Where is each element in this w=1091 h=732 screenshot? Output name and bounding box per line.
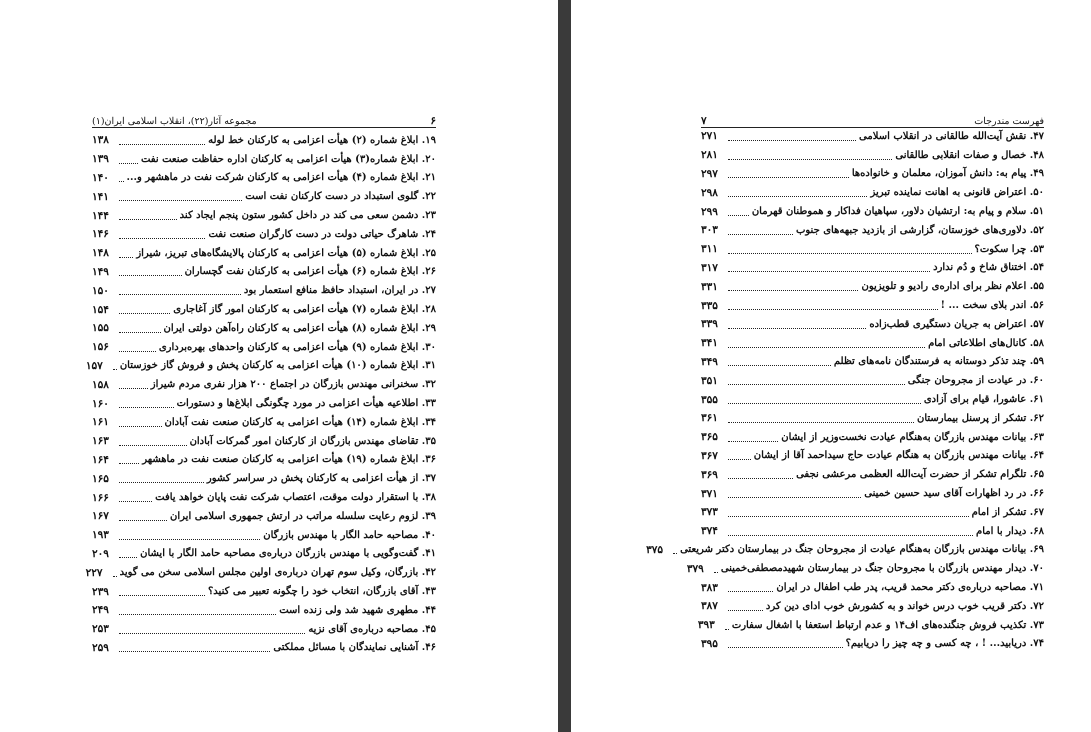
dot-leader [119, 606, 276, 615]
toc-entry-title: ۳۱. ابلاغ شماره (۱۰) هیأت اعزامی به کارکنان پخش و فروش گاز خوزستان [119, 360, 436, 372]
toc-entry-title: ۳۶. ابلاغ شماره (۱۹) هیأت اعزامی به کارکنان صنعت نفت در ماهشهر [142, 454, 436, 466]
toc-entry-page: ۱۵۴ [92, 303, 109, 316]
toc-entry-page: ۱۵۷ [85, 359, 103, 372]
toc-entry-page: ۳۵۱ [701, 374, 718, 387]
toc-entry-title: ۵۳. چرا سکوت؟ [974, 243, 1044, 255]
dot-leader [119, 643, 270, 652]
dot-leader [119, 173, 124, 182]
toc-entry-page: ۱۵۰ [92, 284, 109, 297]
toc-entry-title: ۲۰. ابلاغ شماره(۳) هیأت اعزامی به کارکنان اداره حفاظت صنعت نفت [140, 153, 436, 165]
toc-entry-title: ۷۳. تکذیب فروش جنگنده‌های اف۱۴ و عدم ارتباط استعفا با اشغال سفارت [731, 619, 1044, 631]
toc-entry-page: ۲۲۷ [85, 566, 103, 579]
toc-entry[interactable] [701, 371, 1044, 390]
toc-entry-title: ۶۳. بیانات مهندس بازرگان به‌هنگام عیادت نخست‌وزیر از ایشان [781, 431, 1044, 443]
toc-entry[interactable] [92, 582, 436, 601]
toc-entry-page: ۲۴۹ [92, 604, 109, 617]
toc-entry[interactable] [92, 338, 436, 357]
dot-leader [673, 545, 677, 554]
toc-entry-title: ۷۰. دیدار مهندس بازرگان با مجروحان جنگ در بیمارستان شهیدمصطفی‌خمینی [720, 563, 1044, 575]
dot-leader [119, 267, 182, 276]
right-page [571, 0, 1091, 732]
dot-leader [728, 489, 861, 498]
dot-leader [728, 263, 930, 272]
toc-entry-page: ۱۴۹ [92, 265, 109, 278]
toc-entry-title: ۲۸. ابلاغ شماره (۷) هیأت اعزامی به کارکنان امور گاز آغاجاری [173, 304, 436, 316]
toc-entry[interactable] [92, 488, 436, 507]
dot-leader [728, 320, 866, 329]
toc-entry-page: ۱۶۵ [92, 472, 109, 485]
toc-entry[interactable] [92, 131, 436, 150]
toc-entry-page: ۳۸۷ [701, 600, 718, 613]
toc-entry-page: ۲۸۱ [701, 149, 718, 162]
toc-entry[interactable] [92, 187, 436, 206]
dot-leader [113, 568, 117, 577]
toc-list [646, 127, 1044, 653]
dot-leader [119, 493, 152, 502]
toc-entry-title: ۶۶. در رد اظهارات آقای سید حسین خمینی [864, 488, 1044, 500]
toc-entry-page: ۳۳۹ [701, 318, 718, 331]
toc-entry[interactable] [92, 507, 436, 526]
dot-leader [728, 414, 914, 423]
dot-leader [119, 305, 170, 314]
toc-entry[interactable] [92, 375, 436, 394]
toc-entry[interactable] [92, 394, 436, 413]
toc-entry-page: ۱۶۱ [92, 416, 109, 429]
toc-entry[interactable] [85, 563, 436, 582]
toc-entry-title: ۴۸. خصال و صفات انقلابی طالقانی [895, 149, 1044, 161]
toc-entry-page: ۳۶۱ [701, 412, 718, 425]
dot-leader [119, 324, 161, 333]
toc-entry-page: ۳۴۱ [701, 337, 718, 350]
toc-entry-page: ۳۱۷ [701, 261, 718, 274]
toc-entry[interactable] [701, 353, 1044, 372]
toc-entry[interactable] [92, 432, 436, 451]
page-number: ۶ [430, 115, 436, 127]
toc-entry[interactable] [701, 221, 1044, 240]
toc-entry[interactable] [701, 503, 1044, 522]
toc-entry-title: ۲۶. ابلاغ شماره (۶) هیأت اعزامی به کارکنان نفت گچساران [184, 266, 436, 278]
dot-leader [728, 470, 793, 479]
toc-entry-title: ۲۵. ابلاغ شماره (۵) هیأت اعزامی به کارکنان پالایشگاه‌های تبریز، شیراز [136, 247, 436, 259]
dot-leader [119, 512, 167, 521]
toc-entry[interactable] [92, 244, 436, 263]
toc-entry[interactable] [701, 202, 1044, 221]
dot-leader [728, 245, 972, 254]
dot-leader [119, 418, 162, 427]
toc-entry-title: ۳۷. از هیأت اعزامی به کارکنان پخش در سراسر کشور [206, 473, 436, 485]
dot-leader [119, 136, 205, 145]
toc-entry-page: ۳۱۱ [701, 243, 718, 256]
toc-entry-title: ۲۲. گلوی استبداد در دست کارکنان نفت است [245, 191, 436, 203]
toc-entry[interactable] [701, 484, 1044, 503]
toc-entry[interactable] [92, 225, 436, 244]
running-title: فهرست مندرجات [974, 116, 1044, 127]
toc-entry-title: ۲۴. شاهرگ حیاتی دولت در دست کارگران صنعت نفت [208, 228, 436, 240]
dot-leader [728, 583, 773, 592]
toc-entry-page: ۲۷۱ [701, 130, 718, 143]
toc-entry-page: ۲۹۸ [701, 186, 718, 199]
toc-entry-page: ۱۶۰ [92, 397, 109, 410]
toc-entry-page: ۱۴۶ [92, 228, 109, 241]
toc-entry[interactable] [701, 165, 1044, 184]
toc-entry[interactable] [701, 146, 1044, 165]
toc-entry[interactable] [701, 127, 1044, 146]
toc-entry-title: ۷۲. دکتر قریب خوب درس خواند و به کشورش خوب ادای دین کرد [765, 600, 1044, 612]
toc-entry-page: ۳۹۵ [701, 637, 718, 650]
toc-entry[interactable] [92, 545, 436, 564]
dot-leader [119, 192, 242, 201]
toc-entry[interactable] [701, 597, 1044, 616]
dot-leader [728, 169, 849, 178]
toc-entry-title: ۲۷. در ایران، استبداد حافظ منافع استعمار بود [243, 285, 436, 297]
toc-entry-title: ۶۷. تشکر از امام [971, 506, 1044, 518]
toc-entry[interactable] [92, 263, 436, 282]
page-header [701, 111, 1044, 128]
dot-leader [728, 602, 763, 611]
toc-entry-page: ۱۶۳ [92, 435, 109, 448]
dot-leader [119, 455, 139, 464]
dot-leader [119, 437, 187, 446]
dot-leader [119, 211, 177, 220]
dot-leader [119, 474, 204, 483]
toc-entry-title: ۵۱. سلام و پیام به: ارتشیان دلاور، سپاهیان فداکار و هموطنان قهرمان [751, 206, 1044, 218]
dot-leader [728, 508, 969, 517]
toc-entry[interactable] [701, 277, 1044, 296]
dot-leader [728, 132, 856, 141]
toc-entry-title: ۶۰. در عیادت از مجروحان جنگی [907, 375, 1044, 387]
toc-entry-page: ۳۷۵ [646, 543, 664, 556]
toc-entry-page: ۱۶۴ [92, 453, 109, 466]
toc-entry[interactable] [701, 259, 1044, 278]
dot-leader [725, 621, 729, 630]
toc-entry[interactable] [697, 616, 1044, 635]
toc-entry-page: ۱۴۱ [92, 190, 109, 203]
toc-entry-title: ۶۲. تشکر از پرسنل بیمارستان [916, 412, 1044, 424]
toc-entry-title: ۳۲. سخنرانی مهندس بازرگان در اجتماع ۲۰۰ هزار نفری مردم شیراز [150, 379, 436, 391]
toc-entry-page: ۳۳۱ [701, 280, 718, 293]
dot-leader [728, 151, 892, 160]
dot-leader [119, 587, 205, 596]
toc-entry-page: ۲۵۹ [92, 641, 109, 654]
toc-entry[interactable] [92, 169, 436, 188]
toc-entry-title: ۶۴. بیانات مهندس بازرگان به هنگام عیادت حاج سیداحمد آقا از ایشان [753, 450, 1044, 462]
toc-entry[interactable] [701, 315, 1044, 334]
toc-entry-title: ۴۹. پیام به: دانش آموزان، معلمان و خانواده‌ها [851, 168, 1044, 180]
dot-leader [728, 395, 921, 404]
toc-entry-page: ۲۹۹ [701, 205, 718, 218]
dot-leader [728, 527, 973, 536]
toc-entry[interactable] [92, 150, 436, 169]
toc-entry-title: ۳۹. لزوم رعایت سلسله مراتب در ارتش جمهوری اسلامی ایران [170, 510, 436, 522]
toc-entry-page: ۱۴۸ [92, 247, 109, 260]
toc-entry-page: ۱۳۸ [92, 134, 109, 147]
toc-entry-page: ۳۶۵ [701, 431, 718, 444]
toc-entry-page: ۱۶۷ [92, 510, 109, 523]
dot-leader [119, 380, 148, 389]
toc-entry[interactable] [701, 390, 1044, 409]
toc-entry-title: ۳۵. تقاضای مهندس بازرگان از کارکنان امور گمرکات آبادان [189, 435, 436, 447]
toc-entry-title: ۵۵. اعلام نظر برای اداره‌ی رادیو و تلویزیون [861, 281, 1044, 293]
page-gutter [558, 0, 571, 732]
toc-entry-title: ۶۸. دیدار با امام [976, 525, 1044, 537]
toc-entry[interactable] [701, 428, 1044, 447]
toc-entry[interactable] [92, 319, 436, 338]
toc-entry-title: ۶۵. تلگرام تشکر از حضرت آیت‌الله العظمی مرعشی نجفی [796, 469, 1044, 481]
toc-entry[interactable] [686, 559, 1044, 578]
toc-entry-page: ۳۹۳ [697, 619, 715, 632]
toc-entry-page: ۳۶۹ [701, 468, 718, 481]
toc-entry-title: ۲۱. ابلاغ شماره (۴) هیأت اعزامی به کارکنان شرکت نفت در ماهشهر و... [126, 172, 436, 184]
toc-entry-page: ۱۴۰ [92, 171, 109, 184]
dot-leader [728, 226, 793, 235]
toc-entry[interactable] [92, 601, 436, 620]
dot-leader [728, 357, 831, 366]
dot-leader [728, 639, 843, 648]
dot-leader [728, 282, 858, 291]
toc-entry-title: ۵۷. اعتراض به جریان دستگیری قطب‌زاده [869, 318, 1044, 330]
toc-entry[interactable] [701, 635, 1044, 654]
dot-leader [119, 531, 260, 540]
toc-entry-title: ۵۲. دلاوری‌های خوزستان، گزارشی از بازدید جبهه‌های جنوب [795, 224, 1044, 236]
toc-entry-title: ۵۰. اعتراض قانونی به اهانت نماینده تبریز [870, 187, 1044, 199]
toc-entry[interactable] [92, 526, 436, 545]
toc-entry[interactable] [85, 357, 436, 376]
toc-entry[interactable] [92, 639, 436, 658]
page-header [92, 111, 436, 128]
toc-entry[interactable] [92, 413, 436, 432]
toc-entry[interactable] [701, 183, 1044, 202]
toc-entry[interactable] [92, 206, 436, 225]
toc-entry-page: ۱۵۸ [92, 378, 109, 391]
toc-entry-page: ۱۶۶ [92, 491, 109, 504]
dot-leader [119, 343, 156, 352]
toc-entry-title: ۵۴. اختناق شاخ و دُم ندارد [933, 262, 1044, 274]
toc-entry-page: ۲۵۳ [92, 623, 109, 636]
toc-entry-page: ۳۶۷ [701, 449, 718, 462]
dot-leader [119, 286, 241, 295]
dot-leader [728, 339, 925, 348]
toc-entry-page: ۳۵۵ [701, 393, 718, 406]
toc-entry-page: ۱۵۶ [92, 341, 109, 354]
toc-entry-title: ۷۴. دریابید... ! ، چه کسی و چه چیز را دریابیم؟ [845, 638, 1044, 650]
toc-entry-page: ۳۷۱ [701, 487, 718, 500]
dot-leader [728, 433, 778, 442]
toc-entry[interactable] [701, 296, 1044, 315]
toc-entry-title: ۵۸. کانال‌های اطلاعاتی امام [928, 337, 1044, 349]
dot-leader [728, 207, 749, 216]
dot-leader [119, 625, 305, 634]
toc-entry-page: ۳۳۵ [701, 299, 718, 312]
toc-entry-title: ۳۸. با استقرار دولت موقت، اعتصاب شرکت نفت پایان خواهد یافت [155, 492, 436, 504]
dot-leader [728, 451, 751, 460]
toc-entry-title: ۴۳. آقای بازرگان، انتخاب خود را چگونه تعبیر می کنید؟ [208, 586, 436, 598]
toc-entry-title: ۷۱. مصاحبه درباره‌ی دکتر محمد قریب، پدر طب اطفال در ایران [776, 582, 1044, 594]
toc-entry-title: ۳۰. ابلاغ شماره (۹) هیأت اعزامی به کارکنان واحدهای بهره‌برداری [158, 341, 436, 353]
toc-entry-title: ۲۳. دشمن سعی می کند در داخل کشور ستون پنجم ایجاد کند [179, 210, 436, 222]
toc-entry-page: ۱۵۵ [92, 322, 109, 335]
toc-entry[interactable] [92, 620, 436, 639]
dot-leader [119, 399, 174, 408]
toc-entry-title: ۵۹. چند تذکر دوستانه به فرستندگان نامه‌های تظلم [833, 356, 1044, 368]
dot-leader [113, 361, 117, 370]
toc-entry-title: ۵۶. اندر بلای سخت ... ! [940, 300, 1044, 312]
page-number: ۷ [701, 115, 707, 127]
dot-leader [728, 188, 867, 197]
toc-entry-page: ۱۹۳ [92, 529, 109, 542]
toc-entry[interactable] [92, 281, 436, 300]
toc-entry-page: ۳۴۹ [701, 355, 718, 368]
toc-entry[interactable] [701, 240, 1044, 259]
toc-entry-page: ۱۴۴ [92, 209, 109, 222]
running-title: مجموعه آثار(۲۲)، انقلاب اسلامی ایران(۱) [92, 116, 257, 127]
toc-entry-title: ۶۹. بیانات مهندس بازرگان به‌هنگام عیادت از مجروحان جنگ در بیمارستان دکتر شریعتی [680, 544, 1044, 556]
dot-leader [714, 564, 718, 573]
toc-entry-page: ۲۹۷ [701, 167, 718, 180]
toc-entry[interactable] [701, 522, 1044, 541]
toc-entry-title: ۴۰. مصاحبه حامد الگار با مهندس بازرگان [263, 529, 436, 541]
toc-entry-title: ۴۲. بازرگان، وکیل سوم تهران درباره‌ی اولین مجلس اسلامی سخن می گوید [119, 567, 436, 579]
toc-entry-title: ۴۷. نقش آیت‌الله طالقانی در انقلاب اسلامی [859, 130, 1044, 142]
dot-leader [119, 549, 137, 558]
toc-entry-title: ۲۹. ابلاغ شماره (۸) هیأت اعزامی به کارکنان راه‌آهن دولتی ایران [163, 322, 436, 334]
toc-entry[interactable] [701, 447, 1044, 466]
toc-entry[interactable] [646, 541, 1044, 560]
toc-entry[interactable] [92, 300, 436, 319]
toc-entry[interactable] [701, 334, 1044, 353]
toc-entry-title: ۱۹. ابلاغ شماره (۲) هیأت اعزامی به کارکنان خط لوله [208, 134, 436, 146]
toc-entry-page: ۳۰۳ [701, 224, 718, 237]
toc-entry[interactable] [701, 409, 1044, 428]
toc-entry-title: ۳۴. ابلاغ شماره (۱۴) هیأت اعزامی به کارکنان صنعت نفت آبادان [164, 416, 436, 428]
toc-entry-title: ۴۶. آشنایی نمایندگان با مسائل مملکتی [273, 642, 436, 654]
toc-list [85, 131, 436, 657]
dot-leader [119, 155, 138, 164]
toc-entry-page: ۳۸۳ [701, 581, 718, 594]
toc-entry-title: ۶۱. عاشورا، قیام برای آزادی [923, 394, 1044, 406]
dot-leader [119, 230, 205, 239]
dot-leader [119, 249, 133, 258]
dot-leader [728, 301, 938, 310]
toc-entry[interactable] [701, 578, 1044, 597]
toc-entry[interactable] [701, 465, 1044, 484]
toc-entry-title: ۴۴. مطهری شهید شد ولی زنده است [279, 604, 436, 616]
toc-entry[interactable] [92, 451, 436, 470]
toc-entry-title: ۳۳. اطلاعیه هیأت اعزامی در مورد چگونگی ابلاغ‌ها و دستورات [176, 398, 436, 410]
toc-entry-page: ۳۷۹ [686, 562, 704, 575]
toc-entry-page: ۲۳۹ [92, 585, 109, 598]
toc-entry-page: ۲۰۹ [92, 547, 109, 560]
toc-entry[interactable] [92, 469, 436, 488]
toc-entry-title: ۴۱. گفت‌وگویی با مهندس بازرگان درباره‌ی مصاحبه حامد الگار با ایشان [140, 548, 436, 560]
dot-leader [728, 376, 905, 385]
toc-entry-page: ۳۷۳ [701, 506, 718, 519]
toc-entry-page: ۳۷۴ [701, 525, 718, 538]
toc-entry-title: ۴۵. مصاحبه درباره‌ی آقای نزیه [308, 623, 436, 635]
toc-entry-page: ۱۳۹ [92, 153, 109, 166]
